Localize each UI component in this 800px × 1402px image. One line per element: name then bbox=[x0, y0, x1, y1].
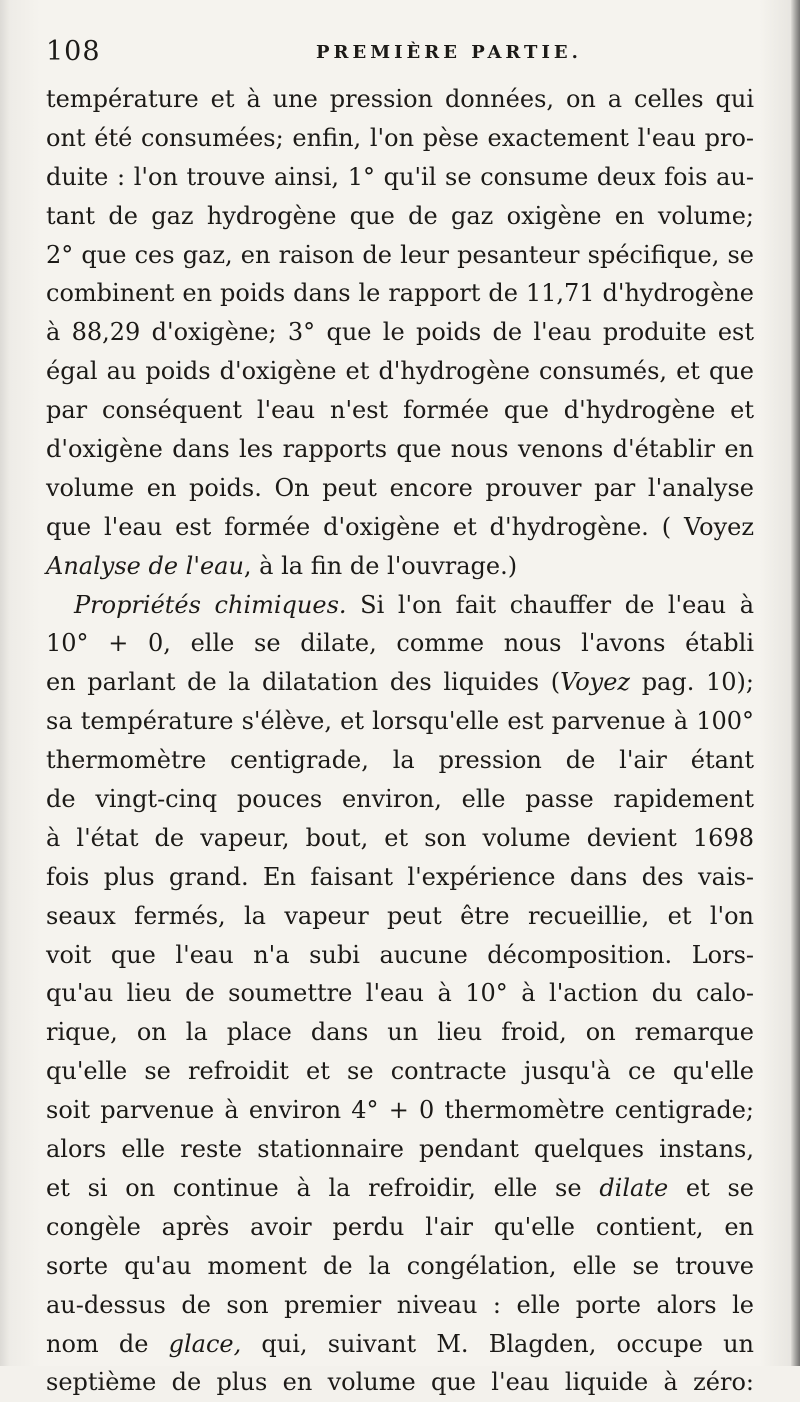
text-line: température et à une pression données, on a celles qui bbox=[46, 85, 754, 113]
text-run: , à la fin de l'ouvrage.) bbox=[243, 551, 518, 580]
text-line: thermomètre centigrade, la pression de l'air étant bbox=[46, 746, 754, 775]
body-text bbox=[46, 80, 754, 1402]
text-line: duite : l'on trouve ainsi, 1° qu'il se consume deux fois au- bbox=[46, 162, 754, 191]
section-heading-line bbox=[46, 586, 754, 625]
text-line: fois plus grand. En faisant l'expérience dans des vais- bbox=[46, 862, 754, 891]
text-run: Si l'on fait chauffer de l'eau à bbox=[346, 590, 755, 619]
section-heading: Propriétés chimiques. bbox=[74, 590, 347, 619]
text-line: sorte qu'au moment de la congélation, elle se trouve bbox=[46, 1251, 754, 1280]
text-line: 2° que ces gaz, en raison de leur pesanteur spécifique, se bbox=[46, 240, 754, 269]
text-line bbox=[46, 1325, 754, 1364]
text-line: seaux fermés, la vapeur peut être recueillie, et l'on bbox=[46, 901, 754, 930]
text-line bbox=[46, 547, 754, 586]
text-run: en parlant de la dilatation des liquides ( bbox=[46, 668, 561, 697]
running-head: PREMIÈRE PARTIE. bbox=[316, 42, 582, 63]
text-line: soit parvenue à environ 4° + 0 thermomètre centigrade; bbox=[46, 1096, 754, 1125]
text-line: septième de plus en volume que l'eau liquide à zéro: bbox=[46, 1368, 754, 1397]
text-line: combinent en poids dans le rapport de 11,71 d'hydrogène bbox=[46, 279, 754, 308]
text-line bbox=[46, 663, 754, 702]
text-line: qu'elle se refroidit et se contracte jusqu'à ce qu'elle bbox=[46, 1057, 754, 1086]
text-line: égal au poids d'oxigène et d'hydrogène consumés, et que bbox=[46, 357, 754, 386]
text-line: voit que l'eau n'a subi aucune décomposition. Lors- bbox=[46, 940, 754, 969]
text-run: et se bbox=[668, 1173, 755, 1202]
italic-reference: Voyez bbox=[560, 668, 631, 697]
text-line: au-dessus de son premier niveau : elle porte alors le bbox=[46, 1290, 754, 1319]
text-run: qui, suivant M. Blagden, occupe un bbox=[241, 1329, 754, 1358]
text-line: par conséquent l'eau n'est formée que d'hydrogène et bbox=[46, 396, 754, 425]
text-line: congèle après avoir perdu l'air qu'elle contient, en bbox=[46, 1212, 754, 1241]
text-line: tant de gaz hydrogène que de gaz oxigène en volume; bbox=[46, 201, 754, 230]
text-line: volume en poids. On peut encore prouver par l'analyse bbox=[46, 473, 754, 502]
text-run: nom de bbox=[46, 1329, 169, 1358]
text-line bbox=[46, 1169, 754, 1208]
text-line: de vingt-cinq pouces environ, elle passe rapidement bbox=[46, 785, 754, 814]
text-line: alors elle reste stationnaire pendant quelques instans, bbox=[46, 1135, 754, 1164]
text-line: qu'au lieu de soumettre l'eau à 10° à l'action du calo- bbox=[46, 979, 754, 1008]
text-run: pag. 10); bbox=[630, 668, 754, 697]
text-line: à 88,29 d'oxigène; 3° que le poids de l'eau produite est bbox=[46, 318, 754, 347]
text-line: que l'eau est formée d'oxigène et d'hydrogène. ( Voyez bbox=[46, 512, 754, 541]
text-line: 10° + 0, elle se dilate, comme nous l'avons établi bbox=[46, 629, 754, 658]
italic-reference: Analyse de l'eau bbox=[46, 551, 244, 580]
page-number: 108 bbox=[46, 36, 101, 67]
text-line: rique, on la place dans un lieu froid, on remarque bbox=[46, 1018, 754, 1047]
text-line: d'oxigène dans les rapports que nous venons d'établir en bbox=[46, 435, 754, 464]
italic-word: glace, bbox=[168, 1329, 242, 1358]
text-run: et si on continue à la refroidir, elle se bbox=[46, 1173, 600, 1202]
text-line: ont été consumées; enfin, l'on pèse exactement l'eau pro- bbox=[46, 123, 754, 152]
text-line: sa température s'élève, et lorsqu'elle est parvenue à 100° bbox=[46, 707, 754, 736]
text-line: à l'état de vapeur, bout, et son volume devient 1698 bbox=[46, 823, 754, 852]
italic-word: dilate bbox=[599, 1173, 669, 1202]
page-header bbox=[46, 36, 756, 80]
